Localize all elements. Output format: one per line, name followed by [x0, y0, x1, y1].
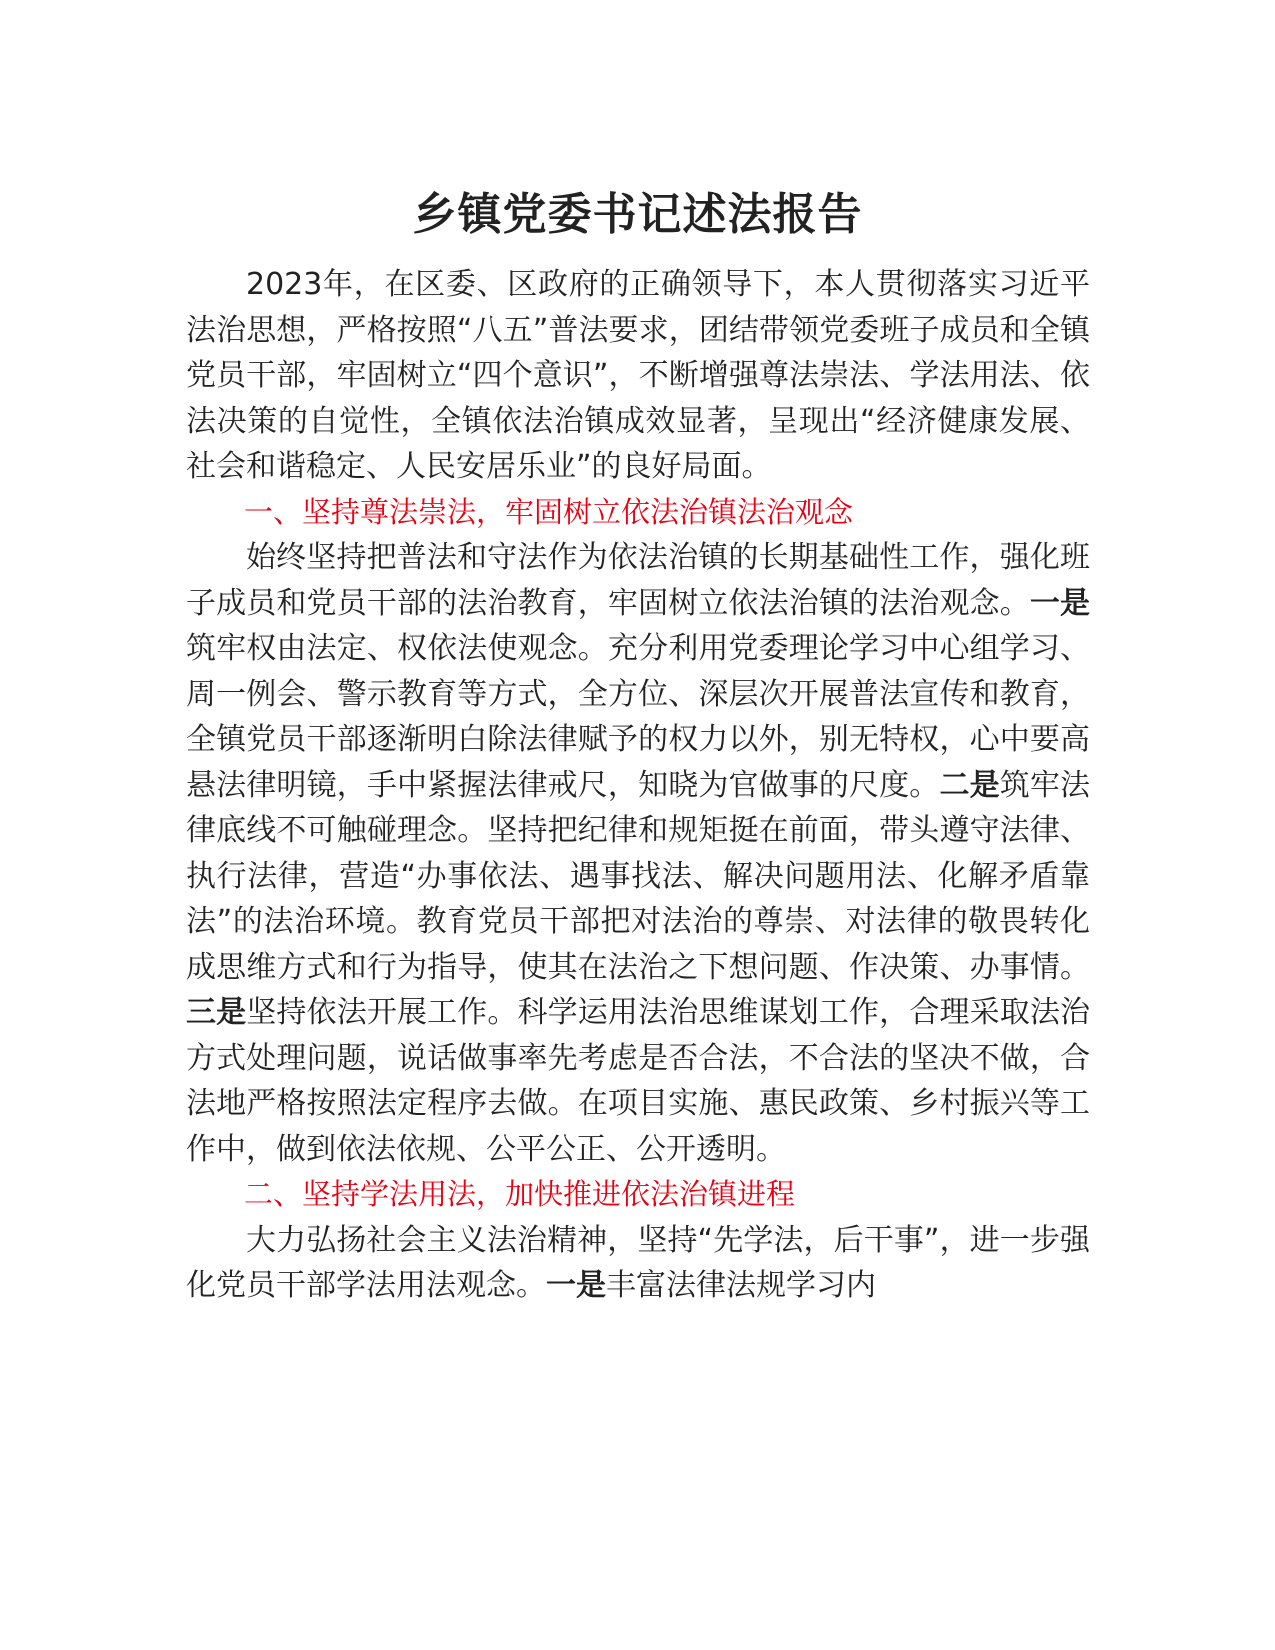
section1-point3-label: 三是: [186, 995, 247, 1030]
section1-point2-label: 二是: [939, 767, 1000, 803]
section2-paragraph: [186, 1218, 1090, 1309]
document-body: [186, 262, 1090, 1309]
section2-heading: 二、坚持学法用法，加快推进依法治镇进程: [244, 1177, 796, 1211]
section2-lead: 大力弘扬社会主义法治精神，坚持“先学法，后干事”，进一步强化党员干部学法用法观念。: [186, 1222, 1090, 1303]
section1-point1-text: 筑牢权由法定、权依法使观念。充分利用党委理论学习中心组学习、周一例会、警示教育等方式，全方位、深层次开展普法宣传和教育，全镇党员干部逐渐明白除法律赋予的权力以外，别无特权，心中要高悬法律明镜，手中紧握法律戒尺，知晓为官做事的尺度。: [186, 631, 1090, 803]
section2-point1-text: 丰富法律法规学习内: [606, 1268, 876, 1303]
section1-point2-text: 筑牢法律底线不可触碰理念。坚持把纪律和规矩挺在前面，带头遵守法律、执行法律，营造“办事依法、遇事找法、解决问题用法、化解矛盾靠法”的法治环境。教育党员干部把对法治的尊崇、对法律的敬畏转化成思维方式和行为指导，使其在法治之下想问题、作决策、办事情。: [186, 767, 1091, 985]
section1-heading: 一、坚持尊法崇法，牢固树立依法治镇法治观念: [244, 494, 854, 529]
section2-point1-label: 一是: [546, 1268, 606, 1303]
intro-paragraph: 2023年，在区委、区政府的正确领导下，本人贯彻落实习近平法治思想，严格按照“八五”普法要求，团结带领党委班子成员和全镇党员干部，牢固树立“四个意识”，不断增强尊法崇法、学法用法、依法决策的自觉性，全镇依法治镇成效显著，呈现出“经济健康发展、社会和谐稳定、人民安居乐业”的良好局面。: [186, 267, 1090, 484]
section1-point3-text: 坚持依法开展工作。科学运用法治思维谋划工作，合理采取法治方式处理问题，说话做事率先考虑是否合法，不合法的坚决不做，合法地严格按照法定程序去做。在项目实施、惠民政策、乡村振兴等工作中，做到依法依规、公平公正、公开透明。: [186, 995, 1091, 1167]
section1-point1-label: 一是: [1029, 585, 1091, 621]
document-title: 乡镇党委书记述法报告: [412, 189, 863, 240]
section1-paragraph: [186, 535, 1090, 1172]
section1-lead: 始终坚持把普法和守法作为依法治镇的长期基础性工作，强化班子成员和党员干部的法治教育，牢固树立依法治镇的法治观念。: [186, 540, 1090, 621]
